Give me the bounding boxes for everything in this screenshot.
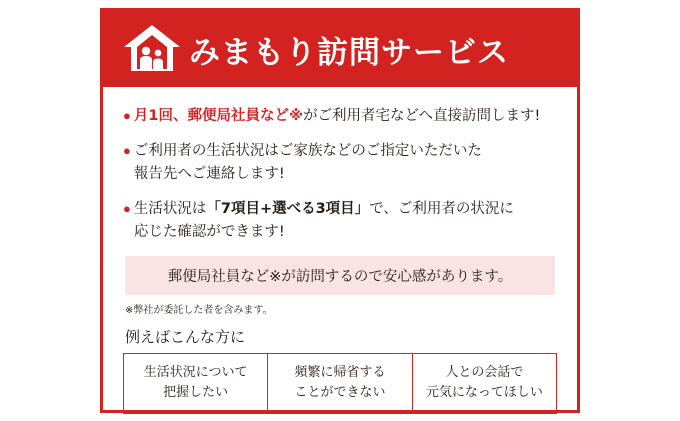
bullet-item-2 [123,140,557,185]
bullet-3-line2: 応じた確認ができます! [133,223,285,240]
bullet-dot-icon: ● [123,201,131,217]
example-card-line1: 生活状況について [143,365,248,381]
poster-card [100,8,580,413]
example-card [267,354,411,413]
bullet-2-line2: 報告先へご連絡します! [133,165,285,182]
bullet-dot-icon: ● [123,143,131,159]
bullet-text-2 [134,140,482,185]
bullet-text-3 [134,198,514,243]
example-card-line2: 把握したい [163,384,229,400]
example-card-line1: 人との会話で [445,365,524,381]
example-label: 例えばこんな方に [125,328,246,347]
example-card-line2: 元気になってほしい [425,384,543,400]
poster-header [103,11,577,87]
footnote: ※弊社が委託した者を含みます。 [125,305,273,317]
example-card [124,354,267,413]
house-with-people-icon [121,21,183,77]
poster-title: みまもり訪問サービス [189,34,509,71]
bullet-item-1 [123,105,557,127]
poster-body [103,87,577,414]
example-card-line2: ことができない [294,384,386,400]
bullet-3-line1 [134,198,514,220]
bullet-item-3 [123,198,557,243]
bullet-2-line1: ご利用者の生活状況はご家族などのご指定いただいた [133,143,482,160]
highlight-banner: 郵便局社員など※が訪問するので安心感があります。 [125,256,555,295]
bullet-3-pre: 生活状況は [133,201,207,218]
example-card-list [123,353,557,414]
bullet-dot-icon: ● [123,108,131,123]
bullet-1-asterisk: ※ [288,108,304,124]
bullet-3-post: で、ご利用者の状況に [369,201,514,218]
example-card [412,354,556,413]
bullet-text-1 [134,105,540,127]
bullet-1-highlight: 月1回、郵便局社員など [133,108,289,124]
bullet-3-strong: 「7項目+選べる3項目」 [206,201,370,218]
example-card-line1: 頻繁に帰省する [294,365,386,381]
bullet-1-rest: がご利用者宅などへ直接訪問します! [303,108,541,124]
